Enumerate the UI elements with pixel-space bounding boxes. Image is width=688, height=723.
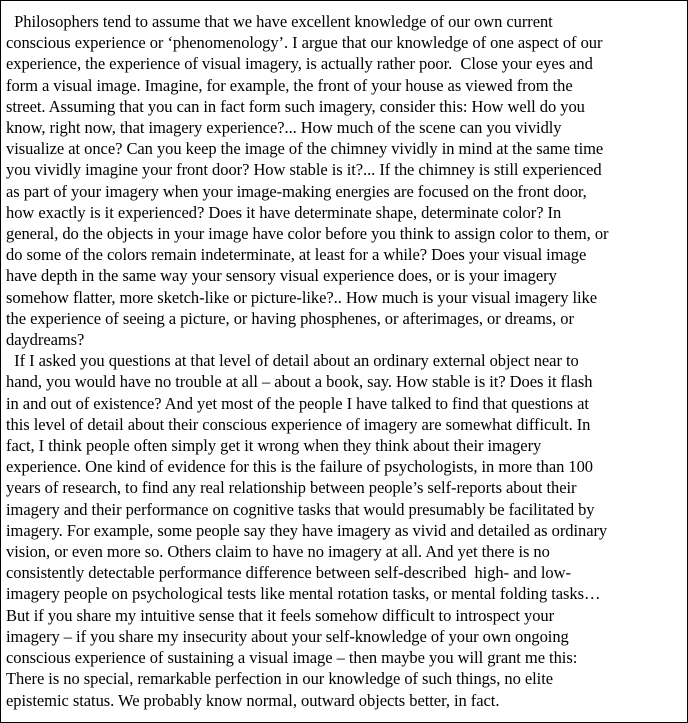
text-line: vision, or even more so. Others claim to have no imagery at all. And yet there is no [6,542,550,562]
text-line: street. Assuming that you can in fact form such imagery, consider this: How well do you [6,96,585,116]
text-line: experience. One kind of evidence for this is the failure of psychologists, in more than 100 [6,457,593,477]
text-line: this level of detail about their conscious experience of imagery are somewhat difficult. In [6,414,591,434]
text-line: do some of the colors remain indeterminate, at least for a while? Does your visual image [6,245,587,265]
text-line: imagery and their performance on cognitive tasks that would presumably be facilitated by [6,499,595,519]
text-line: somehow flatter, more sketch-like or picture-like?.. How much is your visual imagery like [6,287,598,307]
text-line: fact, I think people often simply get it wrong when they think about their imagery [6,436,542,456]
text-line: experience, the experience of visual imagery, is actually rather poor. Close your eyes and [6,54,593,74]
text-line: There is no special, remarkable perfection in our knowledge of such things, no elite [6,669,553,689]
text-line: imagery people on psychological tests like mental rotation tasks, or mental folding tasks… [6,584,601,604]
text-line: visualize at once? Can you keep the image of the chimney vividly in mind at the same time [6,139,604,159]
text-line: you vividly imagine your front door? How stable is it?... If the chimney is still experienced [6,160,602,180]
text-line: conscious experience or ‘phenomenology’. I argue that our knowledge of one aspect of our [6,33,603,53]
text-line: as part of your imagery when your image-making energies are focused on the front door, [6,181,587,201]
text-line: But if you share my intuitive sense that it feels somehow difficult to introspect your [6,605,555,625]
text-line: consistently detectable performance difference between self-described high- and low- [6,563,571,583]
text-line: epistemic status. We probably know normal, outward objects better, in fact. [6,690,500,710]
text-line: how exactly is it experienced? Does it have determinate shape, determinate color? In [6,202,562,222]
text-line: imagery. For example, some people say they have imagery as vivid and detailed as ordinary [6,520,608,540]
text-line: the experience of seeing a picture, or having phosphenes, or afterimages, or dreams, or [6,308,574,328]
text-line: know, right now, that imagery experience?... How much of the scene can you vividly [6,118,562,138]
text-line: Philosophers tend to assume that we have excellent knowledge of our own current [6,12,553,31]
text-line: conscious experience of sustaining a visual image – then maybe you will grant me this: [6,648,578,668]
text-line: daydreams? [6,330,85,350]
text-line: have depth in the same way your sensory visual experience does, or is your imagery [6,266,557,286]
paragraph-2 [6,350,686,710]
text-line: If I asked you questions at that level of detail about an ordinary external object near to [6,351,579,371]
text-line: years of research, to find any real relationship between people’s self-reports about their [6,478,577,498]
text-line: hand, you would have no trouble at all – about a book, say. How stable is it? Does it flash [6,372,593,392]
text-line: general, do the objects in your image have color before you think to assign color to them, or [6,224,609,244]
paragraph-1 [6,11,686,350]
text-line: form a visual image. Imagine, for example, the front of your house as viewed from the [6,75,573,95]
document-text [6,11,686,711]
text-line: in and out of existence? And yet most of the people I have talked to find that questions at [6,393,589,413]
text-line: imagery – if you share my insecurity about your self-knowledge of your own ongoing [6,626,569,646]
